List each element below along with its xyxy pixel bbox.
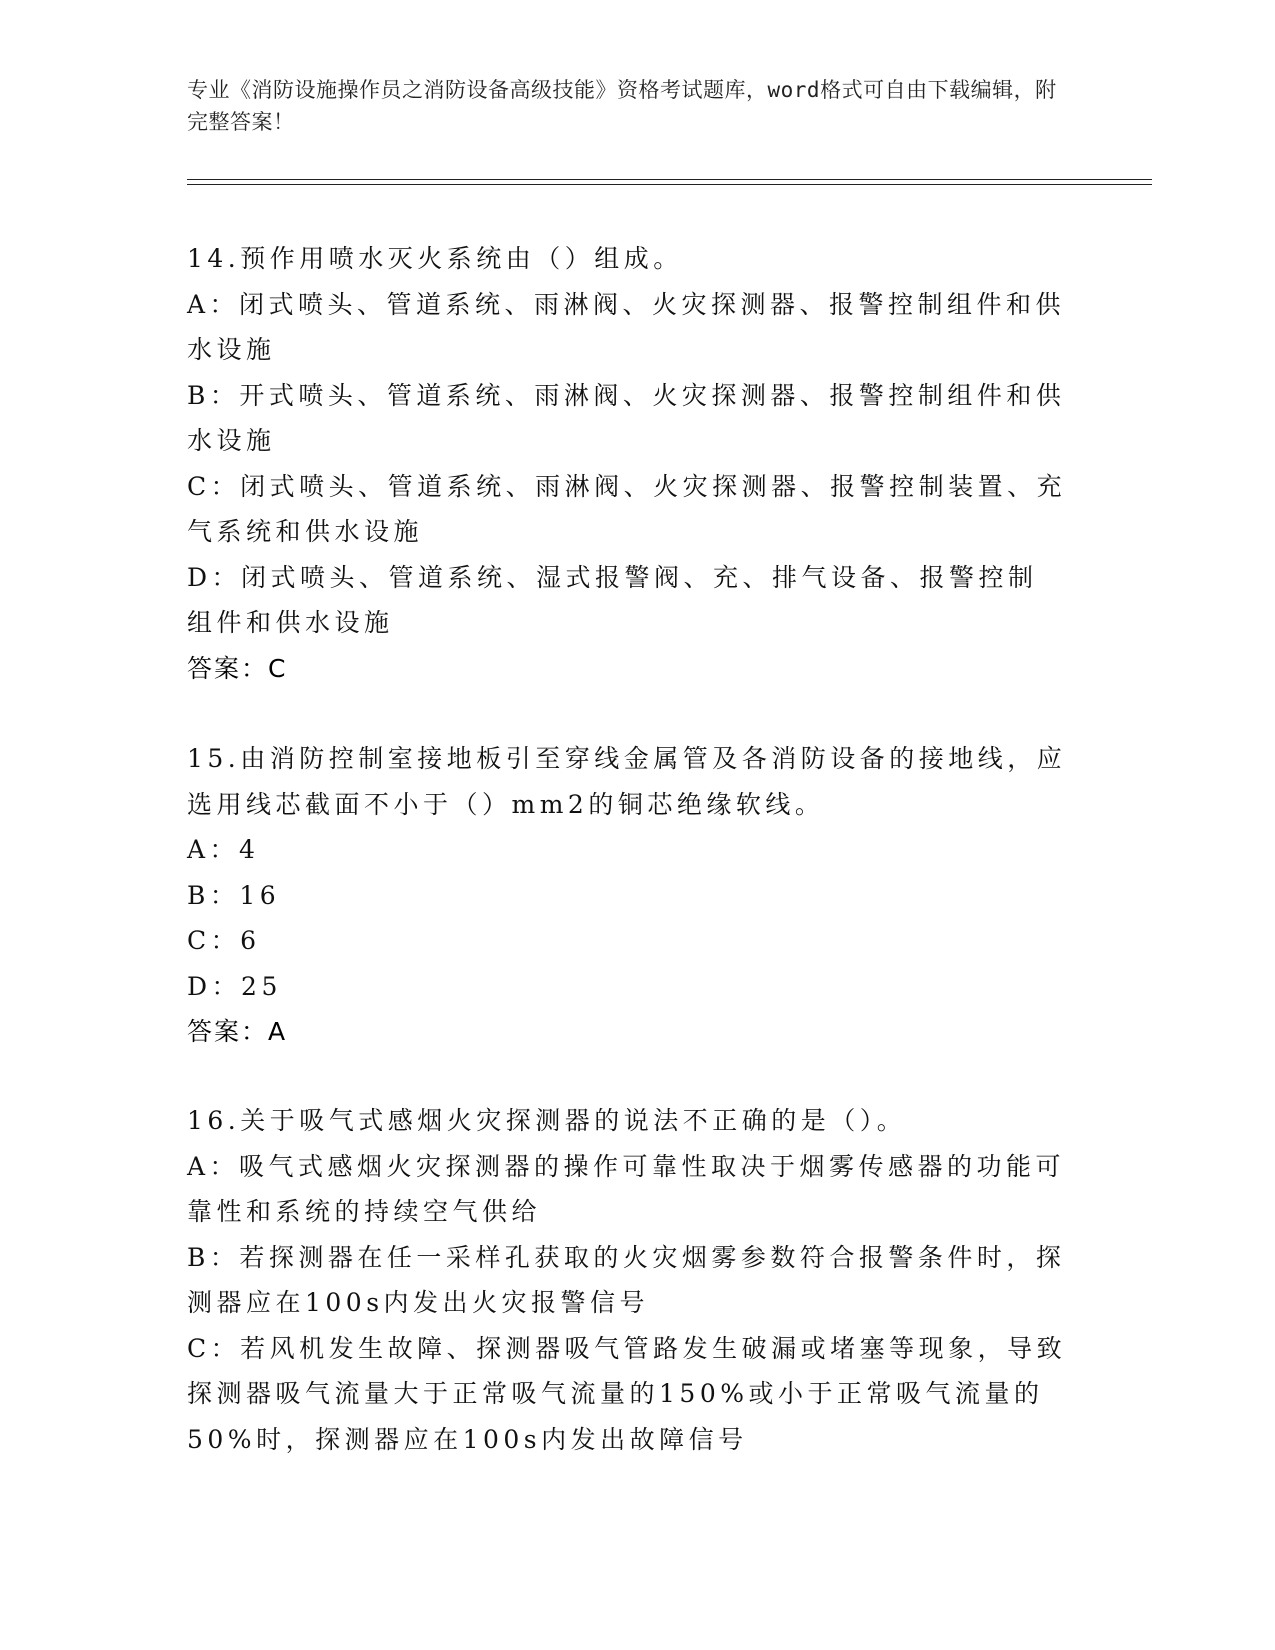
header-divider-bottom (187, 184, 1152, 185)
question-16 (187, 1098, 1067, 1462)
header-divider-top (187, 179, 1152, 180)
question-stem: 14.预作用喷水灭火系统由（）组成。 (187, 244, 683, 273)
question-stem: 16.关于吸气式感烟火灾探测器的说法不正确的是（）。 (187, 1106, 907, 1135)
question-14 (187, 236, 1067, 691)
option-b: B：若探测器在任一采样孔获取的火灾烟雾参数符合报警条件时，探测器应在100s内发出火灾报警信号 (187, 1242, 1066, 1317)
option-c: C：6 (187, 926, 261, 955)
option-a: A：闭式喷头、管道系统、雨淋阀、火灾探测器、报警控制组件和供水设施 (187, 289, 1066, 364)
answer-line: 答案：A (187, 1017, 288, 1046)
option-c: C：若风机发生故障、探测器吸气管路发生破漏或堵塞等现象，导致探测器吸气流量大于正常吸气流量的150%或小于正常吸气流量的50%时，探测器应在100s内发出故障信号 (187, 1333, 1067, 1454)
answer-line: 答案：C (187, 653, 288, 683)
option-d: D：25 (187, 971, 282, 1001)
question-15 (187, 736, 1067, 1055)
question-stem: 15.由消防控制室接地板引至穿线金属管及各消防设备的接地线，应选用线芯截面不小于（）mm2的铜芯绝缘软线。 (187, 744, 1067, 819)
option-a: A：4 (187, 835, 260, 864)
option-b: B：16 (187, 880, 281, 910)
page-header: 专业《消防设施操作员之消防设备高级技能》资格考试题库，word格式可自由下载编辑，附完整答案！ (187, 78, 1057, 134)
option-c: C：闭式喷头、管道系统、雨淋阀、火灾探测器、报警控制装置、充气系统和供水设施 (187, 471, 1067, 546)
option-a: A：吸气式感烟火灾探测器的操作可靠性取决于烟雾传感器的功能可靠性和系统的持续空气供给 (187, 1151, 1066, 1226)
option-b: B：开式喷头、管道系统、雨淋阀、火灾探测器、报警控制组件和供水设施 (187, 380, 1066, 455)
option-d: D：闭式喷头、管道系统、湿式报警阀、充、排气设备、报警控制组件和供水设施 (187, 562, 1038, 637)
